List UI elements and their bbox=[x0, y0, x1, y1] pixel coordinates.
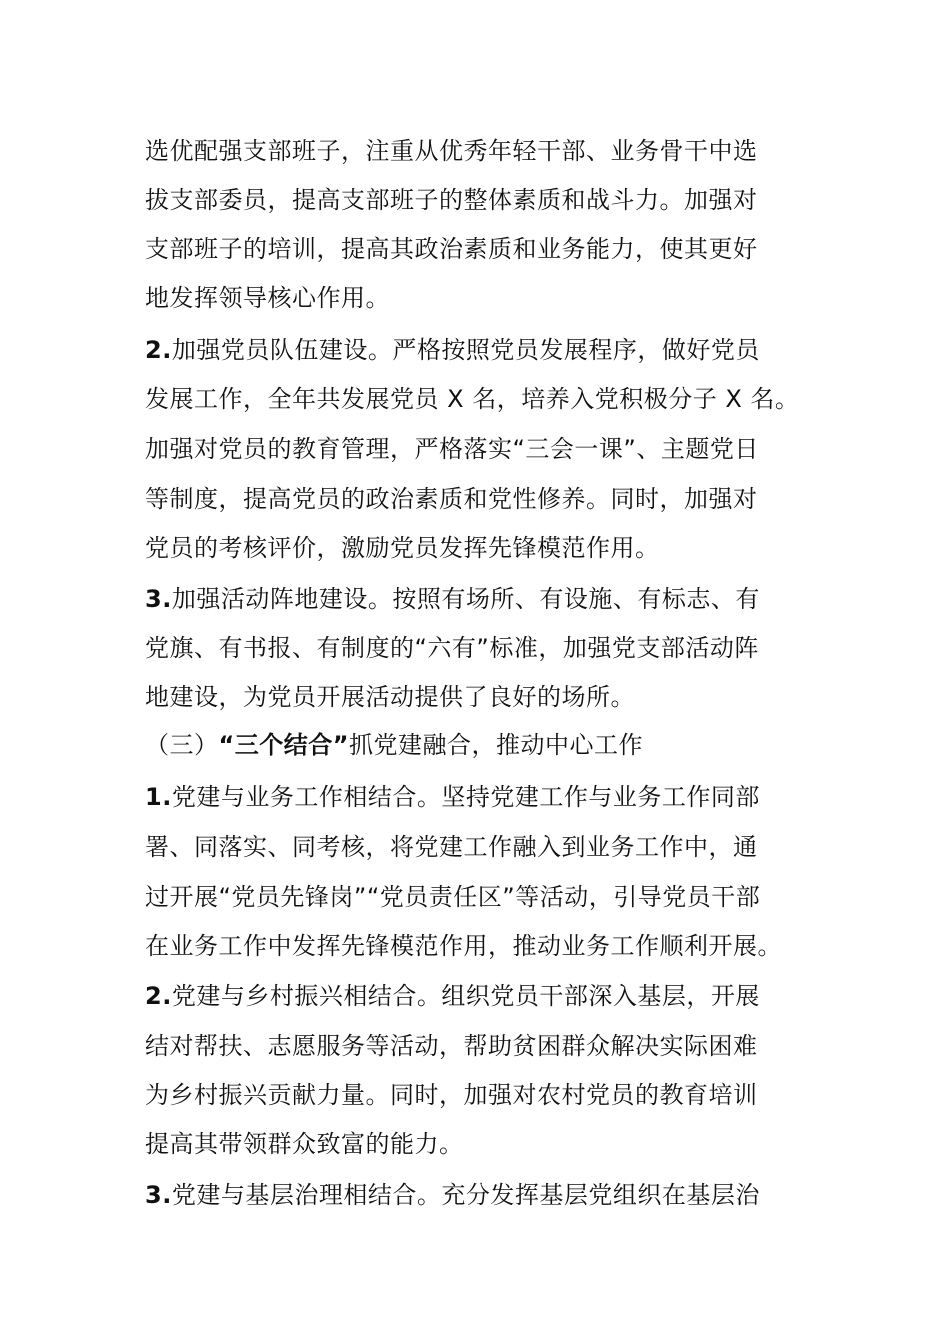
text-line: 过开展“党员先锋岗”“党员责任区”等活动，引导党员干部 bbox=[145, 883, 761, 911]
text-line: 结对帮扶、志愿服务等活动，帮助贫困群众解决实际困难 bbox=[145, 1032, 758, 1060]
text-line: 提高其带领群众致富的能力。 bbox=[145, 1130, 464, 1158]
item-number: 3. bbox=[145, 1181, 172, 1209]
text-line: 在业务工作中发挥先锋模范作用，推动业务工作顺利开展。 bbox=[145, 932, 782, 960]
item-number: 3. bbox=[145, 585, 172, 613]
item-number: 2. bbox=[145, 336, 172, 364]
text-line: 发展工作，全年共发展党员 X 名，培养入党积极分子 X 名。 bbox=[145, 385, 800, 413]
text-line: 地建设，为党员开展活动提供了良好的场所。 bbox=[145, 683, 635, 711]
item-number: 2. bbox=[145, 982, 172, 1010]
text-line: 支部班子的培训，提高其政治素质和业务能力，使其更好 bbox=[145, 235, 758, 263]
numbered-item-line: 2.党建与乡村振兴相结合。组织党员干部深入基层，开展 bbox=[145, 982, 760, 1010]
numbered-item-line: 3.加强活动阵地建设。按照有场所、有设施、有标志、有 bbox=[145, 585, 760, 613]
text-line: 党员的考核评价，激励党员发挥先锋模范作用。 bbox=[145, 534, 660, 562]
text-line: 等制度，提高党员的政治素质和党性修养。同时，加强对 bbox=[145, 485, 758, 513]
numbered-item-line: 3.党建与基层治理相结合。充分发挥基层党组织在基层治 bbox=[145, 1181, 760, 1209]
text-line: 选优配强支部班子，注重从优秀年轻干部、业务骨干中选 bbox=[145, 137, 758, 165]
section-heading: （三）“三个结合”抓党建融合，推动中心工作 bbox=[145, 731, 644, 759]
item-number: 1. bbox=[145, 783, 172, 811]
text-line: 党旗、有书报、有制度的“六有”标准，加强党支部活动阵 bbox=[145, 634, 759, 662]
text-line: 为乡村振兴贡献力量。同时，加强对农村党员的教育培训 bbox=[145, 1081, 758, 1109]
text-line: 署、同落实、同考核，将党建工作融入到业务工作中，通 bbox=[145, 833, 758, 861]
numbered-item-line: 2.加强党员队伍建设。严格按照党员发展程序，做好党员 bbox=[145, 336, 760, 364]
text-line: 地发挥领导核心作用。 bbox=[145, 284, 390, 312]
text-line: 加强对党员的教育管理，严格落实“三会一课”、主题党日 bbox=[145, 435, 759, 463]
numbered-item-line: 1.党建与业务工作相结合。坚持党建工作与业务工作同部 bbox=[145, 783, 760, 811]
text-line: 拔支部委员，提高支部班子的整体素质和战斗力。加强对 bbox=[145, 186, 758, 214]
